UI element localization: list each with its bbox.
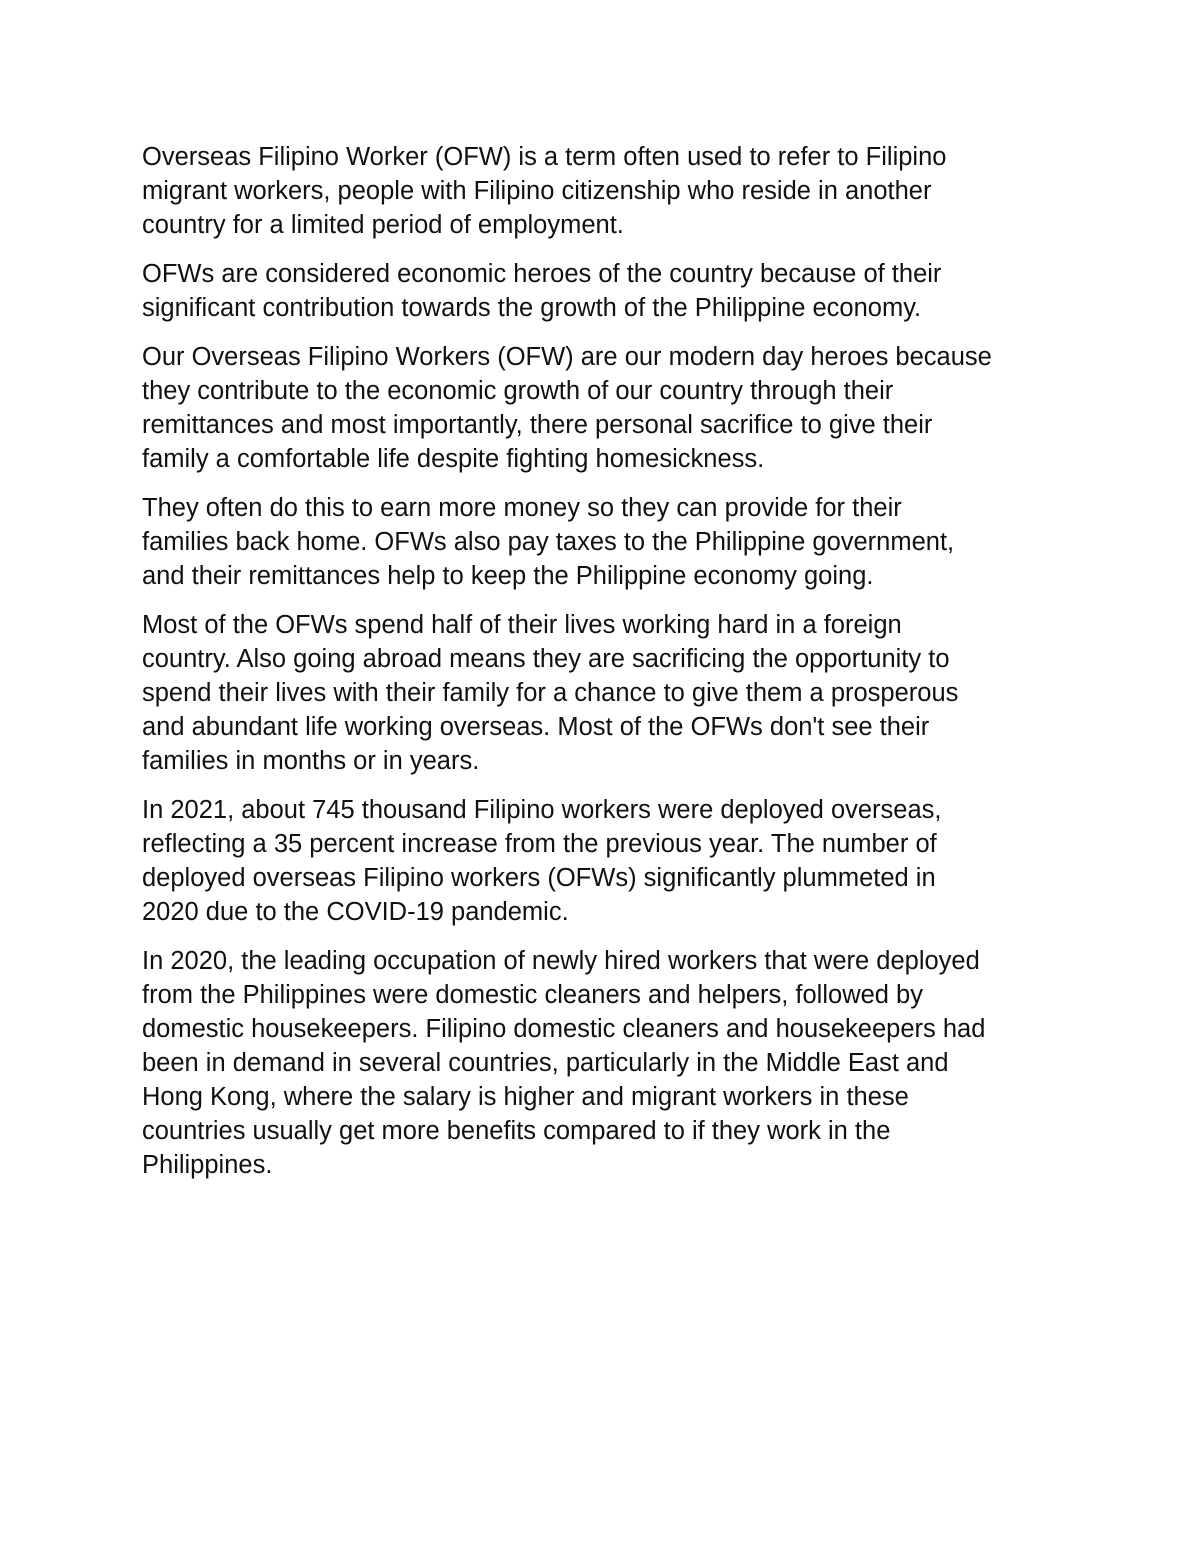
paragraph-deployment-2021 — [142, 793, 1072, 929]
text-line: and abundant life working overseas. Most of the OFWs don't see their — [142, 713, 930, 741]
text-line: Overseas Filipino Worker (OFW) is a term often used to refer to Filipino — [142, 143, 947, 171]
text-line: deployed overseas Filipino workers (OFWs) significantly plummeted in — [142, 864, 936, 892]
text-line: families in months or in years. — [142, 747, 480, 775]
text-line: families back home. OFWs also pay taxes to the Philippine government, — [142, 528, 955, 556]
text-line: country for a limited period of employment. — [142, 211, 624, 239]
text-line: and their remittances help to keep the Philippine economy going. — [142, 562, 874, 590]
text-line: country. Also going abroad means they are sacrificing the opportunity to — [142, 645, 950, 673]
text-line: Our Overseas Filipino Workers (OFW) are our modern day heroes because — [142, 343, 992, 371]
text-line: migrant workers, people with Filipino citizenship who reside in another — [142, 177, 932, 205]
paragraph-sacrifice — [142, 608, 1072, 778]
document-body — [142, 140, 1072, 1197]
text-line: In 2020, the leading occupation of newly hired workers that were deployed — [142, 947, 980, 975]
text-line: They often do this to earn more money so they can provide for their — [142, 494, 902, 522]
text-line: domestic housekeepers. Filipino domestic cleaners and housekeepers had — [142, 1015, 986, 1043]
text-line: significant contribution towards the growth of the Philippine economy. — [142, 294, 922, 322]
text-line: reflecting a 35 percent increase from the previous year. The number of — [142, 830, 937, 858]
text-line: from the Philippines were domestic cleaners and helpers, followed by — [142, 981, 923, 1009]
text-line: family a comfortable life despite fighting homesickness. — [142, 445, 765, 473]
text-line: Most of the OFWs spend half of their lives working hard in a foreign — [142, 611, 902, 639]
text-line: In 2021, about 745 thousand Filipino workers were deployed overseas, — [142, 796, 942, 824]
text-line: Hong Kong, where the salary is higher and migrant workers in these — [142, 1083, 909, 1111]
text-line: been in demand in several countries, particularly in the Middle East and — [142, 1049, 949, 1077]
text-line: they contribute to the economic growth of our country through their — [142, 377, 894, 405]
text-line: countries usually get more benefits compared to if they work in the — [142, 1117, 891, 1145]
paragraph-ofw-definition — [142, 140, 1072, 242]
text-line: 2020 due to the COVID-19 pandemic. — [142, 898, 569, 926]
text-line: OFWs are considered economic heroes of the country because of their — [142, 260, 942, 288]
paragraph-modern-day-heroes — [142, 340, 1072, 476]
text-line: remittances and most importantly, there personal sacrifice to give their — [142, 411, 933, 439]
paragraph-economic-heroes — [142, 257, 1072, 325]
paragraph-remittances — [142, 491, 1072, 593]
text-line: Philippines. — [142, 1151, 273, 1179]
text-line: spend their lives with their family for a chance to give them a prosperous — [142, 679, 959, 707]
paragraph-occupations-2020 — [142, 944, 1072, 1182]
